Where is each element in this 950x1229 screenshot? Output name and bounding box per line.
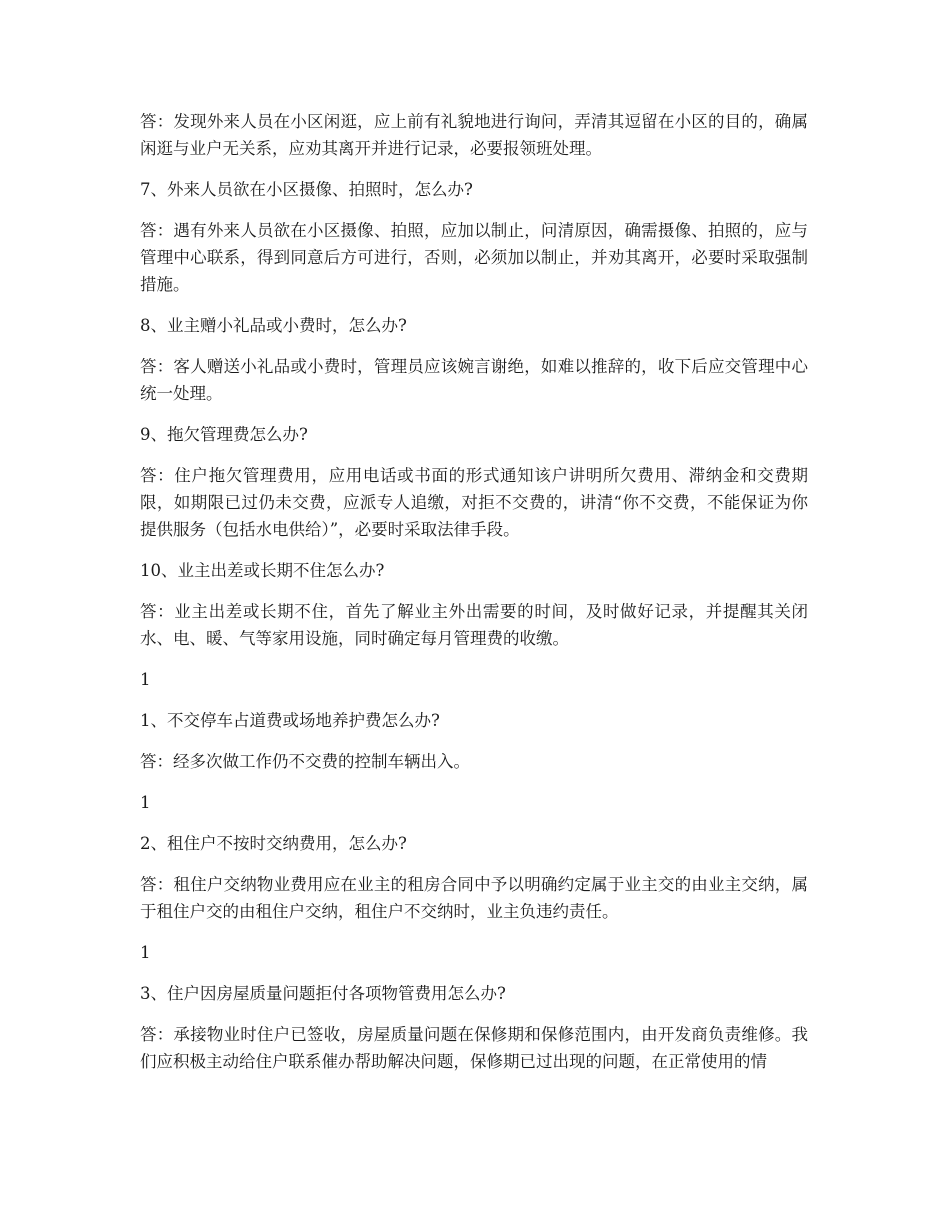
answer-paragraph: 答：遇有外来人员欲在小区摄像、拍照，应加以制止，问清原因，确需摄像、拍照的，应与管理中心联系，得到同意后方可进行，否则，必须加以制止，并劝其离开，必要时采取强制措施。 [140, 221, 808, 294]
answer-paragraph: 答：经多次做工作仍不交费的控制车辆出入。 [140, 752, 470, 771]
question-heading: 7、外来人员欲在小区摄像、拍照时，怎么办? [140, 180, 473, 199]
document-body [140, 108, 808, 1089]
question-heading: 1、不交停车占道费或场地养护费怎么办? [140, 711, 440, 730]
answer-paragraph: 答：业主出差或长期不住，首先了解业主外出需要的时间，及时做好记录，并提醒其关闭水、电、暖、气等家用设施，同时确定每月管理费的收缴。 [140, 602, 808, 648]
question-heading: 9、拖欠管理费怎么办? [140, 425, 308, 444]
answer-paragraph: 答：发现外来人员在小区闲逛，应上前有礼貌地进行询问，弄清其逗留在小区的目的，确属闲逛与业户无关系，应劝其离开并进行记录，必要报领班处理。 [140, 112, 808, 158]
answer-paragraph: 答：客人赠送小礼品或小费时，管理员应该婉言谢绝，如难以推辞的，收下后应交管理中心统一处理。 [140, 357, 808, 403]
question-heading: 2、租住户不按时交纳费用，怎么办? [140, 834, 407, 853]
page-number-marker: 1 [140, 943, 151, 962]
answer-paragraph: 答：住户拖欠管理费用，应用电话或书面的形式通知该户讲明所欠费用、滞纳金和交费期限，如期限已过仍未交费，应派专人追缴，对拒不交费的，讲清“你不交费，不能保证为你提供服务（包括水电供给）”，必要时采取法律手段。 [140, 466, 808, 539]
page-number-marker: 1 [140, 793, 151, 812]
question-heading: 3、住户因房屋质量问题拒付各项物管费用怎么办? [140, 984, 506, 1003]
page-number-marker: 1 [140, 670, 151, 689]
question-heading: 10、业主出差或长期不住怎么办? [140, 561, 385, 580]
answer-paragraph: 答：租住户交纳物业费用应在业主的租房合同中予以明确约定属于业主交的由业主交纳，属于租住户交的由租住户交纳，租住户不交纳时，业主负违约责任。 [140, 875, 808, 921]
answer-paragraph: 答：承接物业时住户已签收，房屋质量问题在保修期和保修范围内，由开发商负责维修。我们应积极主动给住户联系催办帮助解决问题，保修期已过出现的问题，在正常使用的情 [140, 1025, 808, 1071]
question-heading: 8、业主赠小礼品或小费时，怎么办? [140, 316, 407, 335]
